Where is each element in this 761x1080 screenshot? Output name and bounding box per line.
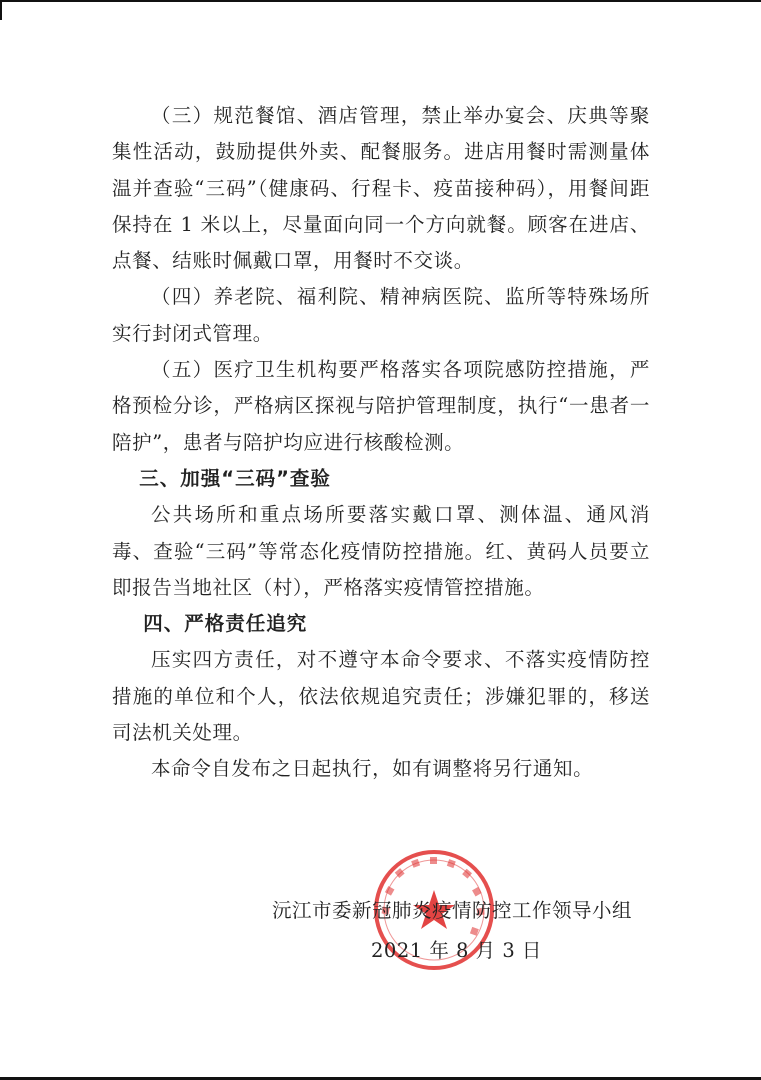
document-body xyxy=(112,98,650,788)
paragraph-medical-institutions: （五）医疗卫生机构要严格落实各项院感防控措施，严格预检分诊，严格病区探视与陪护管理制度，执行“一患者一陪护”，患者与陪护均应进行核酸检测。 xyxy=(112,358,650,454)
signature-organization: 沅江市委新冠肺炎疫情防控工作领导小组 xyxy=(272,899,633,922)
page-left-border xyxy=(0,0,2,20)
signature-date: 2021 年 8 月 3 日 xyxy=(371,939,542,962)
paragraph-restaurants: （三）规范餐馆、酒店管理，禁止举办宴会、庆典等聚集性活动，鼓励提供外卖、配餐服务。进店用餐时需测量体温并查验“三码”（健康码、行程卡、疫苗接种码），用餐间距保持在 1 米以上，尽量面向同一个方向就餐。顾客在进店、点餐、结账时佩戴口罩，用餐时不交谈。 xyxy=(112,104,650,273)
page-top-border xyxy=(0,0,761,2)
paragraph-public-places: 公共场所和重点场所要落实戴口罩、测体温、通风消毒、查验“三码”等常态化疫情防控措施。红、黄码人员要立即报告当地社区（村），严格落实疫情管控措施。 xyxy=(112,503,650,599)
section-heading-accountability: 四、严格责任追究 xyxy=(143,612,308,636)
paragraph-accountability: 压实四方责任，对不遵守本命令要求、不落实疫情防控措施的单位和个人，依法依规追究责任；涉嫌犯罪的，移送司法机关处理。 xyxy=(112,648,650,745)
paragraph-effective-date: 本命令自发布之日起执行，如有调整将另行通知。 xyxy=(151,757,594,781)
paragraph-special-venues: （四）养老院、福利院、精神病医院、监所等特殊场所实行封闭式管理。 xyxy=(112,285,650,345)
section-heading-three-codes: 三、加强“三码”查验 xyxy=(139,466,331,490)
